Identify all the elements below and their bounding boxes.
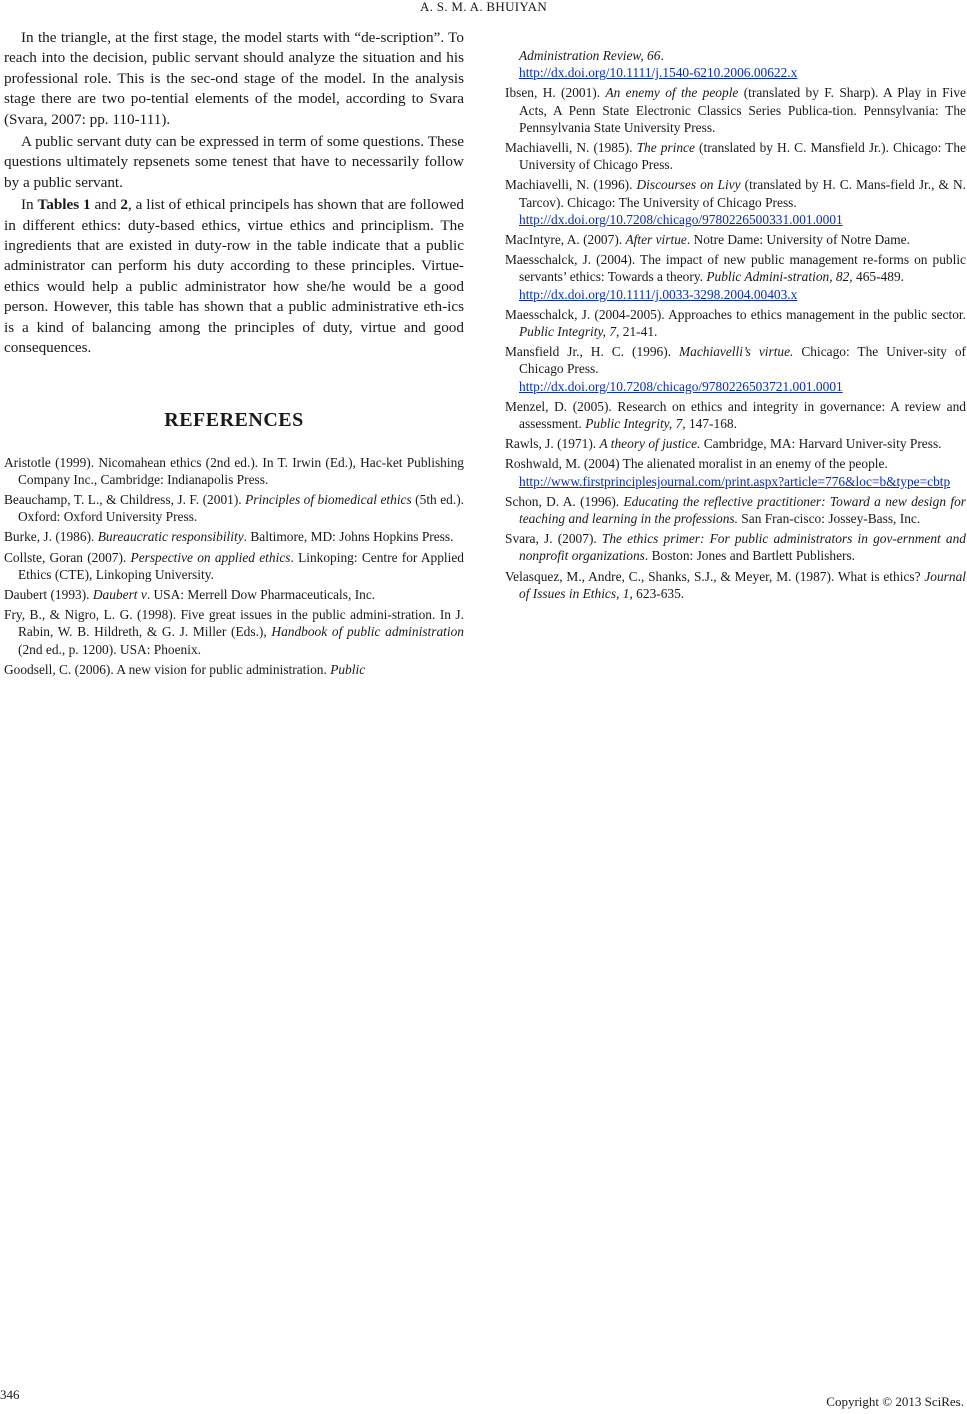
reference-entry: Maesschalck, J. (2004-2005). Approaches to ethics management in the public sector. Public Integrity, 7, 21-41. [505,306,966,340]
body-paragraph: In the triangle, at the first stage, the model starts with “de-scription”. To reach into the decision, public servant should analyze the situation and his professional role. This is the sec-ond stage of the model. In the analysis stage there are two po-tential elements of the model, according to Svara (Svara, 2007: pp. 110-111). [4,29,464,128]
reference-entry: Roshwald, M. (2004) The alienated moralist in an enemy of the people. http://www.firstprinciplesjournal.com/print.aspx?article=776&loc=b&type=cbtp [505,455,966,489]
text-run: , a list of ethical principels has shown that are followed in different ethics: duty-based ethics, virtue ethics and principlism. The ingredients that are existed in duty-row in the table indicate that a public administrator can perform his duty according to these principles. Virtue-ethics would help a public administrator how she/he would be a good person. However, this table has shown that a public administrative eth-ics is a kind of balancing among the principles of duty, virtue and good consequences. [4,196,465,357]
reference-entry: Collste, Goran (2007). Perspective on applied ethics. Linkoping: Centre for Applied Ethics (CTE), Linkoping University. [4,549,464,582]
copyright-notice: Copyright © 2013 SciRes. [826,1394,964,1409]
reference-entry: Velasquez, M., Andre, C., Shanks, S.J., & Meyer, M. (1987). What is ethics? Journal of Issues in Ethics, 1, 623-635. [505,568,966,601]
table-reference: Tables 1 [37,196,91,214]
right-column [505,50,966,605]
reference-entry: MacIntyre, A. (2007). After virtue. Notre Dame: University of Notre Dame. [505,232,910,248]
reference-entry: Machiavelli, N. (1996). Discourses on Livy (translated by H. C. Mans-field Jr., & N. Tarcov). Chicago: The University of Chicago Press. http://dx.doi.org/10.7208/chicago/9780226500331.001.0001 [505,177,966,227]
reference-entry: Aristotle (1999). Nicomahean ethics (2nd ed.). In T. Irwin (Ed.), Hac-ket Publishing Company Inc., Cambridge: Indianapolis Press. [4,454,464,487]
reference-entry: Ibsen, H. (2001). An enemy of the people (translated by F. Sharp). A Play in Five Acts, A Penn State Electronic Classics Series Publica-tion. Pennsylvania: The Pennsylvania State University Press. [505,85,966,135]
reference-entry: Schon, D. A. (1996). Educating the reflective practitioner: Toward a new design for teaching and learning in the professions. San Fran-cisco: Jossey-Bass, Inc. [505,493,966,527]
reference-entry: Mansfield Jr., H. C. (1996). Machiavelli’s virtue. Chicago: The Univer-sity of Chicago Press. http://dx.doi.org/10.7208/chicago/9780226503721.001.0001 [505,344,966,394]
text-run: In [21,196,38,214]
reference-entry: Daubert (1993). Daubert v. USA: Merrell Dow Pharmaceuticals, Inc. [4,586,376,602]
references-heading: REFERENCES [164,408,304,431]
left-column [4,28,464,681]
page-number: 346 [0,1387,20,1402]
table-reference: 2 [120,196,128,214]
text-run: and [90,196,121,214]
doi-link[interactable]: http://dx.doi.org/10.1111/j.0033-3298.2004.00403.x [519,286,798,302]
web-link[interactable]: http://www.firstprinciplesjournal.com/print.aspx?article=776&loc=b&type=cbtp [519,473,951,489]
body-paragraph: A public servant duty can be expressed in term of some questions. These questions ultimately repsenets some tenest that have to necessarily follow by a public servant. [4,133,464,191]
reference-entry: Svara, J. (2007). The ethics primer: For public administrators in gov-ernment and nonprofit organizations. Boston: Jones and Bartlett Publishers. [505,531,966,564]
reference-entry: Goodsell, C. (2006). A new vision for public administration. Public [4,661,366,677]
reference-entry: Menzel, D. (2005). Research on ethics and integrity in governance: A review and assessment. Public Integrity, 7, 147-168. [505,398,966,432]
reference-entry: Fry, B., & Nigro, L. G. (1998). Five great issues in the public admini-stration. In J. Rabin, W. B. Hildreth, & G. J. Miller (Eds.), Handbook of public administration (2nd ed., p. 1200). USA: Phoenix. [4,607,464,657]
reference-entry: Maesschalck, J. (2004). The impact of new public management re-forms on public servants’ ethics: Towards a theory. Public Admini-stration, 82, 465-489. http://dx.doi.org/10.1111/j.0033-3298.2004.00403.x [505,252,966,302]
running-header: A. S. M. A. BHUIYAN [419,0,548,14]
doi-link[interactable]: http://dx.doi.org/10.1111/j.1540-6210.2006.00622.x [519,65,798,81]
body-paragraph [4,195,464,358]
doi-link[interactable]: http://dx.doi.org/10.7208/chicago/9780226503721.001.0001 [519,378,843,394]
reference-entry: Beauchamp, T. L., & Childress, J. F. (2001). Principles of biomedical ethics (5th ed.). Oxford: Oxford University Press. [4,491,465,525]
reference-entry: Machiavelli, N. (1985). The prince (translated by H. C. Mansfield Jr.). Chicago: The University of Chicago Press. [505,140,966,173]
reference-entry: Burke, J. (1986). Bureaucratic responsibility. Baltimore, MD: Johns Hopkins Press. [4,529,454,545]
reference-entry-continued: Administration Review, 66. http://dx.doi.org/10.1111/j.1540-6210.2006.00622.x [505,47,966,81]
doi-link[interactable]: http://dx.doi.org/10.7208/chicago/9780226500331.001.0001 [519,211,843,227]
reference-entry: Rawls, J. (1971). A theory of justice. Cambridge, MA: Harvard Univer-sity Press. [505,436,942,452]
